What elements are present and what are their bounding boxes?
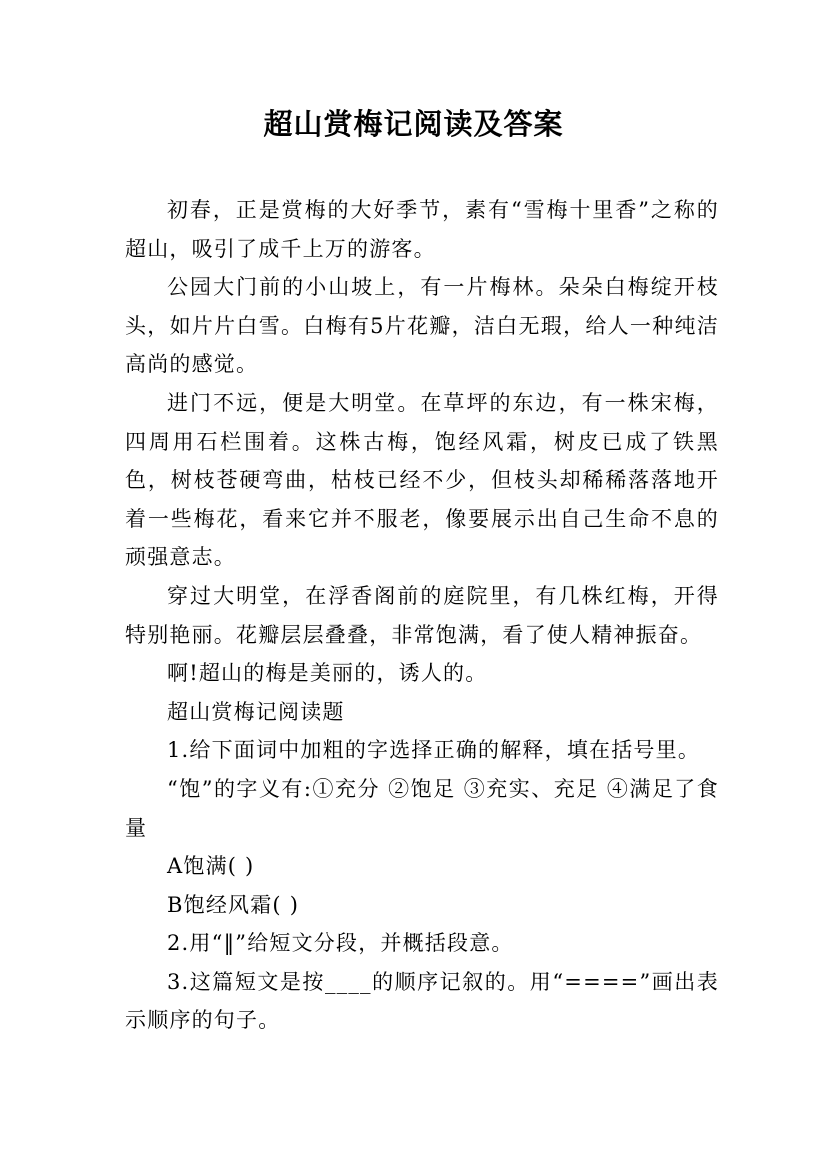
question-1-item-b: B饱经风霜( ) [167,892,300,917]
document-body [125,191,719,1040]
document-title: 超山赏梅记阅读及答案 [263,107,564,141]
question-1-meanings: “饱”的字义有:①充分 ②饱足 ③充实、充足 ④满足了食量 [125,776,719,840]
question-1-item-a: A饱满( ) [167,854,255,879]
paragraph-white-plum: 公园大门前的小山坡上，有一片梅林。朵朵白梅绽开枝头，如片片白雪。白梅有5片花瓣，洁白无瑕，给人一种纯洁高尚的感觉。 [125,275,719,377]
question-3: 3.这篇短文是按____的顺序记叙的。用“====”画出表示顺序的句子。 [125,969,719,1033]
paragraph-song-plum: 进门不远，便是大明堂。在草坪的东边，有一株宋梅，四周用石栏围着。这株古梅，饱经风霜，树皮已成了铁黑色，树枝苍硬弯曲，枯枝已经不少，但枝头却稀稀落落地开着一些梅花，看来它并不服老，像要展示出自己生命不息的顽强意志。 [125,390,719,570]
question-2: 2.用“‖”给短文分段，并概括段意。 [167,931,514,956]
paragraph-intro: 初春，正是赏梅的大好季节，素有“雪梅十里香”之称的超山，吸引了成千上万的游客。 [125,198,719,261]
question-1: 1.给下面词中加粗的字选择正确的解释，填在括号里。 [167,738,701,763]
questions-heading: 超山赏梅记阅读题 [167,699,345,724]
paragraph-red-plum: 穿过大明堂，在浮香阁前的庭院里，有几株红梅，开得特别艳丽。花瓣层层叠叠，非常饱满，看了使人精神振奋。 [125,583,719,647]
paragraph-conclusion: 啊!超山的梅是美丽的，诱人的。 [167,661,488,686]
